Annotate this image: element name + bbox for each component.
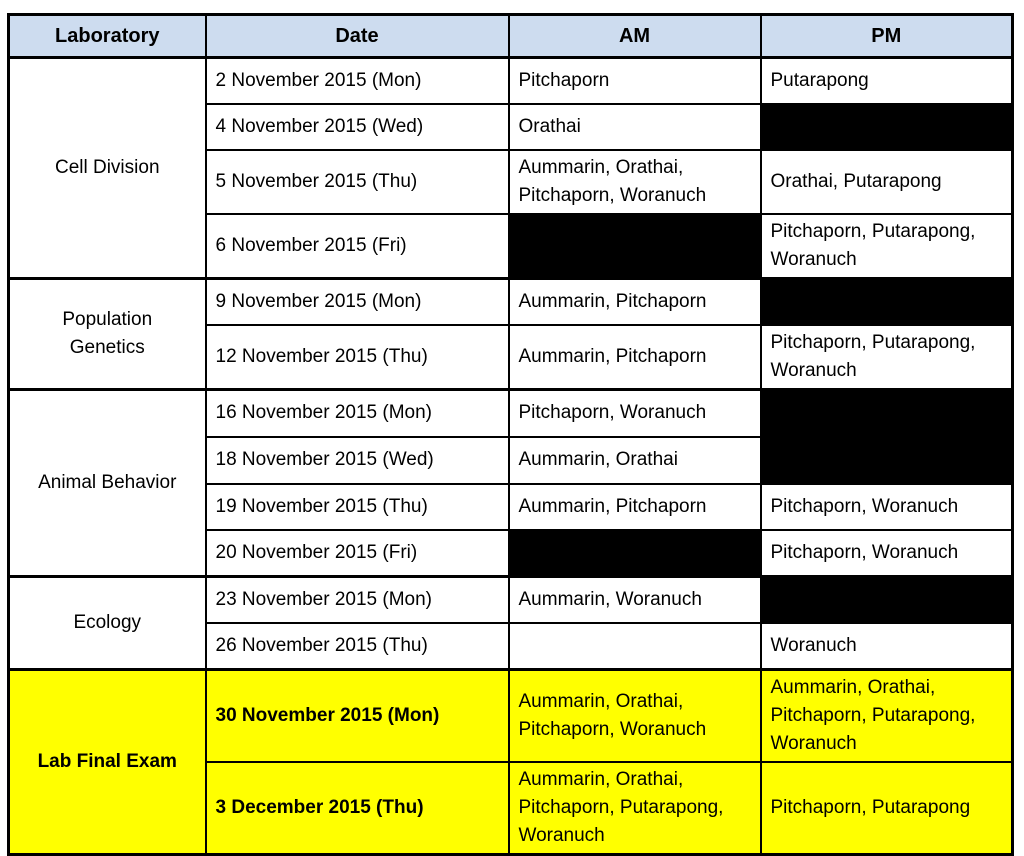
- pm-cell: Orathai, Putarapong: [761, 150, 1013, 214]
- date-cell: 6 November 2015 (Fri): [206, 214, 509, 279]
- date-cell: 12 November 2015 (Thu): [206, 325, 509, 390]
- pm-cell: Aummarin, Orathai, Pitchaporn, Putarapong, Woranuch: [761, 670, 1013, 763]
- date-cell: 23 November 2015 (Mon): [206, 577, 509, 623]
- pm-cell: Pitchaporn, Putarapong, Woranuch: [761, 325, 1013, 390]
- date-cell: 19 November 2015 (Thu): [206, 484, 509, 530]
- date-cell: 20 November 2015 (Fri): [206, 530, 509, 577]
- am-cell: Aummarin, Orathai, Pitchaporn, Woranuch: [509, 150, 761, 214]
- am-cell: Orathai: [509, 104, 761, 150]
- lab-schedule-table: [7, 13, 1014, 856]
- date-cell: 3 December 2015 (Thu): [206, 762, 509, 855]
- pm-cell: Putarapong: [761, 58, 1013, 104]
- am-cell: Aummarin, Pitchaporn: [509, 484, 761, 530]
- am-cell: Aummarin, Pitchaporn: [509, 325, 761, 390]
- blacked-out-cell: [509, 530, 761, 577]
- table-row: [9, 390, 1013, 437]
- pm-cell: Pitchaporn, Woranuch: [761, 484, 1013, 530]
- lab-cell-ecology: Ecology: [9, 577, 206, 670]
- date-cell: 2 November 2015 (Mon): [206, 58, 509, 104]
- date-cell: 26 November 2015 (Thu): [206, 623, 509, 670]
- date-cell: 18 November 2015 (Wed): [206, 437, 509, 484]
- blacked-out-cell: [761, 390, 1013, 437]
- am-cell: Pitchaporn: [509, 58, 761, 104]
- pm-cell: Pitchaporn, Putarapong, Woranuch: [761, 214, 1013, 279]
- lab-cell-population-genetics: Population Genetics: [9, 278, 206, 390]
- table-row: [9, 58, 1013, 104]
- lab-cell-cell-division: Cell Division: [9, 58, 206, 279]
- column-header-am: AM: [509, 15, 761, 58]
- date-cell: 16 November 2015 (Mon): [206, 390, 509, 437]
- date-cell: 9 November 2015 (Mon): [206, 278, 509, 325]
- am-cell: Aummarin, Orathai, Pitchaporn, Putarapong, Woranuch: [509, 762, 761, 855]
- column-header-pm: PM: [761, 15, 1013, 58]
- pm-cell: Pitchaporn, Woranuch: [761, 530, 1013, 577]
- blacked-out-cell: [761, 278, 1013, 325]
- date-cell: 30 November 2015 (Mon): [206, 670, 509, 763]
- table-row: [9, 670, 1013, 763]
- date-cell: 4 November 2015 (Wed): [206, 104, 509, 150]
- pm-cell: Woranuch: [761, 623, 1013, 670]
- am-cell: Pitchaporn, Woranuch: [509, 390, 761, 437]
- blacked-out-cell: [509, 214, 761, 279]
- table-row: [9, 278, 1013, 325]
- empty-cell: [509, 623, 761, 670]
- table-row: [9, 577, 1013, 623]
- column-header-laboratory: Laboratory: [9, 15, 206, 58]
- header-row: [9, 15, 1013, 58]
- date-cell: 5 November 2015 (Thu): [206, 150, 509, 214]
- am-cell: Aummarin, Orathai, Pitchaporn, Woranuch: [509, 670, 761, 763]
- lab-cell-lab-final-exam: Lab Final Exam: [9, 670, 206, 855]
- lab-cell-animal-behavior: Animal Behavior: [9, 390, 206, 577]
- column-header-date: Date: [206, 15, 509, 58]
- pm-cell: Pitchaporn, Putarapong: [761, 762, 1013, 855]
- blacked-out-cell: [761, 104, 1013, 150]
- am-cell: Aummarin, Orathai: [509, 437, 761, 484]
- am-cell: Aummarin, Pitchaporn: [509, 278, 761, 325]
- blacked-out-cell: [761, 437, 1013, 484]
- am-cell: Aummarin, Woranuch: [509, 577, 761, 623]
- blacked-out-cell: [761, 577, 1013, 623]
